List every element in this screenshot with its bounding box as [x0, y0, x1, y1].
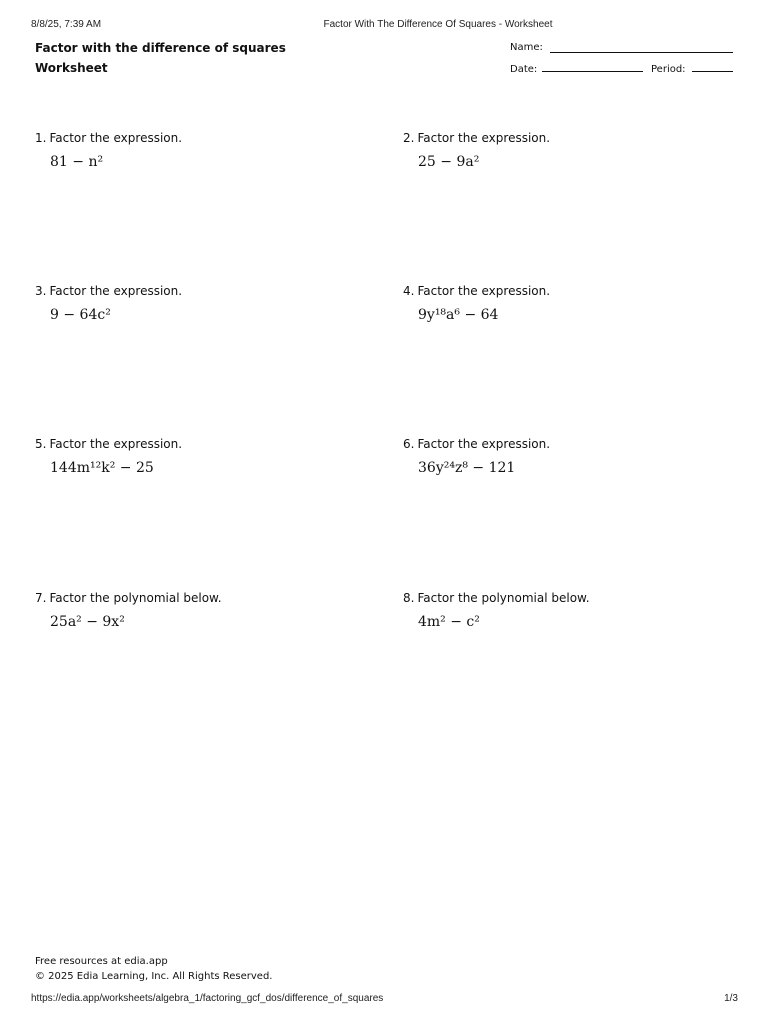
- question-prompt: [403, 284, 733, 298]
- print-url: https://edia.app/worksheets/algebra_1/factoring_gcf_dos/difference_of_squares: [31, 993, 384, 1004]
- print-page-indicator: 1/3: [724, 993, 738, 1004]
- question-4: [403, 284, 733, 323]
- question-prompt: [403, 591, 733, 605]
- question-number: 7.: [35, 591, 47, 605]
- date-label: Date:: [510, 64, 538, 75]
- question-text: Factor the polynomial below.: [417, 591, 590, 605]
- question-1: [35, 131, 365, 170]
- question-expression: 81 − n²: [50, 154, 104, 170]
- name-field-line[interactable]: [550, 52, 733, 53]
- question-text: Factor the polynomial below.: [49, 591, 222, 605]
- question-text: Factor the expression.: [49, 131, 183, 145]
- worksheet-title-line1: Factor with the difference of squares: [35, 41, 286, 55]
- period-field-line[interactable]: [692, 71, 733, 72]
- question-number: 6.: [403, 437, 415, 451]
- question-expression: 144m¹²k² − 25: [50, 460, 154, 476]
- question-text: Factor the expression.: [49, 284, 183, 298]
- question-2: [403, 131, 733, 170]
- name-label: Name:: [510, 42, 543, 53]
- question-prompt: [35, 437, 365, 451]
- question-prompt: [403, 131, 733, 145]
- question-prompt: [35, 591, 365, 605]
- question-expression: 25a² − 9x²: [50, 614, 125, 630]
- question-prompt: [35, 131, 365, 145]
- question-8: [403, 591, 733, 630]
- copyright-text: © 2025 Edia Learning, Inc. All Rights Reserved.: [35, 971, 273, 982]
- date-field-line[interactable]: [542, 71, 643, 72]
- question-expression: 36y²⁴z⁸ − 121: [418, 460, 516, 476]
- question-expression: 9 − 64c²: [50, 307, 111, 323]
- question-prompt: [35, 284, 365, 298]
- question-7: [35, 591, 365, 630]
- question-text: Factor the expression.: [417, 284, 551, 298]
- question-number: 3.: [35, 284, 47, 298]
- print-page-title: Factor With The Difference Of Squares - Worksheet: [323, 19, 553, 30]
- question-number: 8.: [403, 591, 415, 605]
- question-5: [35, 437, 365, 476]
- question-expression: 25 − 9a²: [418, 154, 480, 170]
- question-text: Factor the expression.: [417, 437, 551, 451]
- free-resources-text: Free resources at edia.app: [35, 956, 168, 967]
- question-expression: 9y¹⁸a⁶ − 64: [418, 307, 499, 323]
- period-label: Period:: [651, 64, 686, 75]
- question-text: Factor the expression.: [49, 437, 183, 451]
- worksheet-title: [35, 38, 286, 78]
- question-number: 5.: [35, 437, 47, 451]
- question-6: [403, 437, 733, 476]
- question-number: 1.: [35, 131, 47, 145]
- question-text: Factor the expression.: [417, 131, 551, 145]
- question-prompt: [403, 437, 733, 451]
- question-3: [35, 284, 365, 323]
- worksheet-title-line2: Worksheet: [35, 61, 108, 75]
- question-number: 2.: [403, 131, 415, 145]
- print-datetime: 8/8/25, 7:39 AM: [31, 19, 102, 30]
- question-expression: 4m² − c²: [418, 614, 480, 630]
- question-number: 4.: [403, 284, 415, 298]
